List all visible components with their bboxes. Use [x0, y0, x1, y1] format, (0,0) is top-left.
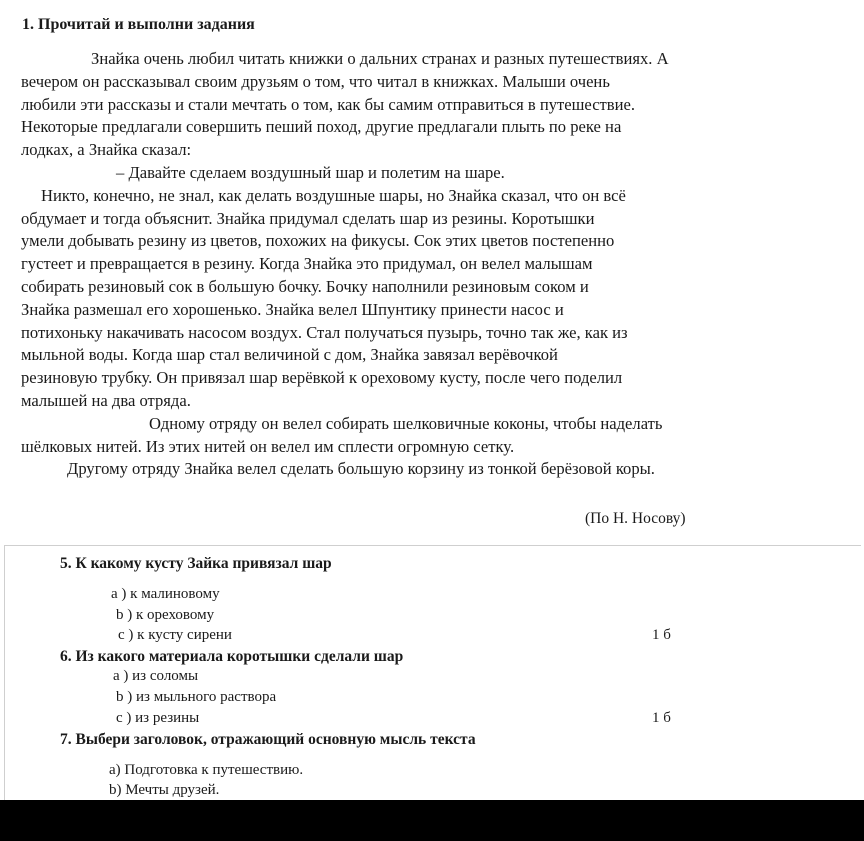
- story-line: Знайка размешал его хорошенько. Знайка велел Шпунтику принести насос и: [21, 299, 564, 319]
- story-line: обдумает и тогда объяснит. Знайка придумал сделать шар из резины. Коротышки: [21, 208, 595, 228]
- story-line: – Давайте сделаем воздушный шар и полетим на шаре.: [116, 162, 505, 182]
- bottom-black-bar: [0, 800, 864, 841]
- question-6-option-c: с ) из резины: [116, 710, 200, 726]
- story-line: Одному отряду он велел собирать шелковичные коконы, чтобы наделать: [149, 413, 663, 433]
- story-line: Никто, конечно, не знал, как делать воздушные шары, но Знайка сказал, что он всё: [41, 185, 626, 205]
- question-5-option-c: с ) к кусту сирени: [118, 627, 232, 643]
- story-line: густеет и превращается в резину. Когда Знайка это придумал, он велел малышам: [21, 254, 593, 274]
- story-line: малышей на два отряда.: [21, 390, 191, 410]
- story-line: резиновую трубку. Он привязал шар верёвкой к ореховому кусту, после чего поделил: [21, 368, 623, 388]
- story-line: Знайка очень любил читать книжки о дальних странах и разных путешествиях. А: [91, 49, 669, 68]
- task-heading: 1. Прочитай и выполни задания: [22, 16, 255, 33]
- question-6-option-b: b ) из мыльного раствора: [116, 689, 277, 705]
- question-7-title: 7. Выбери заголовок, отражающий основную мысль текста: [60, 731, 476, 748]
- story-line: мыльной воды. Когда шар стал величиной с дом, Знайка завязал верёвочкой: [21, 345, 558, 365]
- question-7-option-b: b) Мечты друзей.: [109, 782, 220, 798]
- story-source: (По Н. Носову): [585, 510, 686, 527]
- question-5-option-b: b ) к ореховому: [116, 607, 215, 623]
- question-7-option-a: a) Подготовка к путешествию.: [109, 762, 304, 778]
- question-6-points: 1 б: [652, 710, 671, 726]
- story-line: умели добывать резину из цветов, похожих на фикусы. Сок этих цветов постепенно: [21, 231, 615, 251]
- question-6-option-a: а ) из соломы: [113, 668, 199, 684]
- story-line: собирать резиновый сок в большую бочку. Бочку наполнили резиновым соком и: [21, 276, 589, 296]
- story-line: Другому отряду Знайка велел сделать большую корзину из тонкой берёзовой коры.: [67, 459, 655, 479]
- question-5-title: 5. К какому кусту Зайка привязал шар: [60, 555, 332, 572]
- story-line: потихоньку накачивать насосом воздух. Стал получаться пузырь, точно так же, как из: [21, 322, 628, 342]
- question-5-option-a: а ) к малиновому: [111, 586, 220, 602]
- question-6-title: 6. Из какого материала коротышки сделали шар: [60, 648, 404, 665]
- story-line: лодках, а Знайка сказал:: [21, 140, 192, 160]
- story-line: любили эти рассказы и стали мечтать о том, как бы самим отправиться в путешествие.: [21, 94, 636, 114]
- story-line: вечером он рассказывал своим друзьям о том, что читал в книжках. Малыши очень: [21, 71, 610, 91]
- question-5-points: 1 б: [652, 627, 671, 643]
- story-line: шёлковых нитей. Из этих нитей он велел им сплести огромную сетку.: [21, 436, 515, 456]
- story-line: Некоторые предлагали совершить пеший поход, другие предлагали плыть по реке на: [21, 117, 622, 137]
- story-text: [21, 48, 821, 481]
